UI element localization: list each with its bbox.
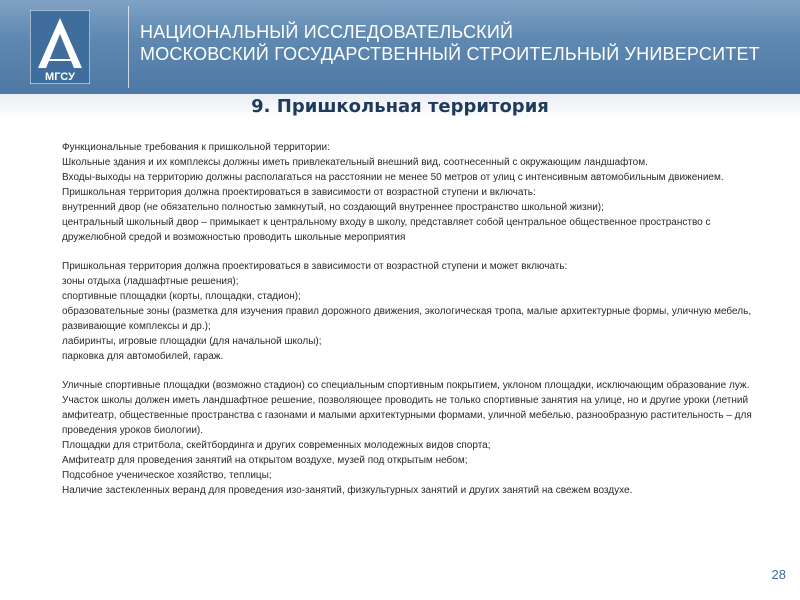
header-divider [128,6,129,88]
paragraph: парковка для автомобилей, гараж. [62,351,224,362]
spacer [62,364,752,378]
paragraph: Амфитеатр для проведения занятий на открытом воздухе, музей под открытым небом; [62,455,468,466]
paragraph: Школьные здания и их комплексы должны иметь привлекательный внешний вид, соотнесенный с окружающим ландшафтом. [62,157,648,168]
slide-content [62,140,752,498]
paragraph: внутренний двор (не обязательно полностью замкнутый, но создающий внутреннее пространство школьной жизни); [62,202,604,213]
paragraph: Входы-выходы на территорию должны располагаться на расстоянии не менее 50 метров от улиц с интенсивным автомобильным движением. [62,172,724,183]
slide-title: 9. Пришкольная территория [251,96,549,117]
paragraph: Наличие застекленных веранд для проведения изо-занятий, физкультурных занятий и других занятий на свежем воздухе. [62,485,633,496]
paragraph: Уличные спортивные площадки (возможно стадион) со специальным спортивным покрытием, уклоном площадки, исключающим образование луж. Участок школы должен иметь ландшафтное решение, позволяющее проводить не только спортивные занятия на улице, но и другие уроки (летний амфитеатр, общественные пространства с газонами и малыми архитектурными формами, уличной мебелью, разнообразную растительность – для проведения уроков биологии). [62,380,752,436]
mgsu-logo [30,10,90,84]
university-name-line2: МОСКОВСКИЙ ГОСУДАРСТВЕННЫЙ СТРОИТЕЛЬНЫЙ УНИВЕРСИТЕТ [140,44,760,64]
paragraph: лабиринты, игровые площадки (для начальной школы); [62,336,322,347]
paragraph: Функциональные требования к пришкольной территории: [62,142,330,153]
paragraph: Пришкольная территория должна проектироваться в зависимости от возрастной ступени и включать: [62,187,536,198]
paragraph: зоны отдыха (ладшафтные решения); [62,276,239,287]
paragraph: образовательные зоны (разметка для изучения правил дорожного движения, экологическая тропа, малые архитектурные формы, уличную мебель, развивающие комплексы и др.); [62,306,752,332]
spacer [62,245,752,259]
page-number: 28 [771,567,786,582]
paragraph: центральный школьный двор – примыкает к центральному входу в школу, представляет собой центральное общественное пространство с дружелюбной средой и возможностью проводить школьные мероприятия [62,217,711,243]
header-banner [0,0,800,94]
logo-text: МГСУ [45,71,75,83]
paragraph: Подсобное ученическое хозяйство, теплицы; [62,470,272,481]
paragraph: Пришкольная территория должна проектироваться в зависимости от возрастной ступени и может включать: [62,261,568,272]
paragraph: Площадки для стритбола, скейтбординга и других современных молодежных видов спорта; [62,440,491,451]
paragraph: спортивные площадки (корты, площадки, стадион); [62,291,301,302]
university-name-line1: НАЦИОНАЛЬНЫЙ ИССЛЕДОВАТЕЛЬСКИЙ [140,22,514,42]
